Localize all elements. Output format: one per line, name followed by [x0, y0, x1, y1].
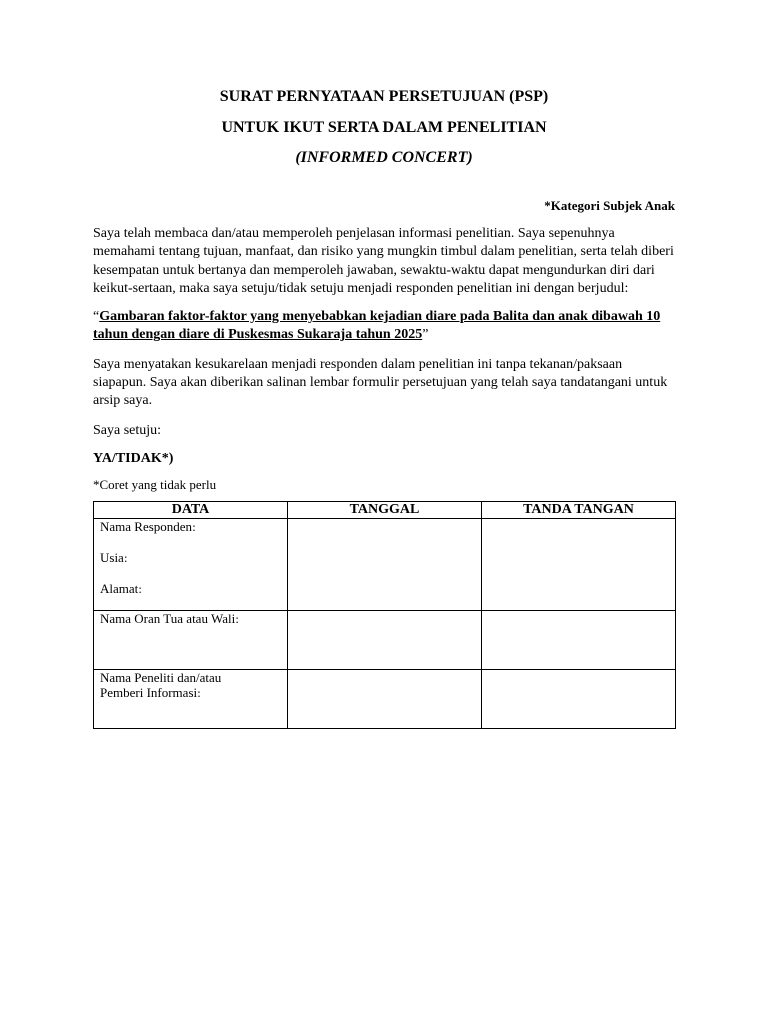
consent-paragraph-1: Saya telah membaca dan/atau memperoleh penjelasan informasi penelitian. Saya sepenuhnya memahami tentang tujuan, manfaat, dan risiko yang mungkin timbul dalam penelitian, serta telah diberi kesempatan untuk bertanya dan memperoleh jawaban, sewaktu-waktu dapat mengundurkan diri dari keikut-sertaan, maka saya setuju/tidak setuju menjadi responden penelitian ini dengan berjudul:	[93, 226, 674, 296]
header-signature: TANDA TANGAN	[482, 501, 676, 518]
table-row-guardian	[94, 610, 676, 669]
strike-note: *Coret yang tidak perlu	[93, 476, 217, 492]
guardian-signature-cell[interactable]	[482, 610, 676, 669]
close-quote: ”	[422, 327, 429, 343]
title-line-1: SURAT PERNYATAAN PERSETUJUAN (PSP)	[219, 88, 549, 105]
header-data: DATA	[94, 501, 288, 518]
researcher-label-line-2: Pemberi Informasi:	[100, 684, 201, 700]
table-header-row	[94, 501, 676, 518]
yes-no-choice: YA/TIDAK*)	[93, 450, 174, 466]
respondent-address-label: Alamat:	[100, 580, 142, 596]
title-line-2: UNTUK IKUT SERTA DALAM PENELITIAN	[221, 119, 547, 136]
researcher-data-cell	[94, 669, 288, 728]
consent-paragraph-2: Saya menyatakan kesukarelaan menjadi responden dalam penelitian ini tanpa tekanan/paksaan siapapun. Saya akan diberikan salinan lembar formulir persetujuan yang telah saya tandatangani untuk arsip saya.	[93, 356, 668, 409]
header-date: TANGGAL	[288, 501, 482, 518]
researcher-date-cell[interactable]	[288, 669, 482, 728]
respondent-data-cell	[94, 518, 288, 610]
subject-category: *Kategori Subjek Anak	[544, 198, 675, 213]
respondent-name-label: Nama Responden:	[100, 518, 196, 534]
title-line-3: (INFORMED CONCERT)	[295, 149, 473, 166]
signature-table	[93, 501, 676, 729]
research-title-text: Gambaran faktor-faktor yang menyebabkan kejadian diare pada Balita dan anak dibawah 10 tahun dengan diare di Puskesmas Sukaraja tahun 2025	[93, 309, 661, 343]
respondent-signature-cell[interactable]	[482, 518, 676, 610]
open-quote: “	[93, 309, 100, 325]
agree-label: Saya setuju:	[93, 422, 162, 438]
respondent-date-cell[interactable]	[288, 518, 482, 610]
table-row-researcher	[94, 669, 676, 728]
table-row-respondent	[94, 518, 676, 610]
guardian-name-label: Nama Oran Tua atau Wali:	[100, 610, 239, 626]
guardian-data-cell	[94, 610, 288, 669]
respondent-age-label: Usia:	[100, 549, 128, 565]
researcher-label-line-1: Nama Peneliti dan/atau	[100, 669, 222, 685]
guardian-date-cell[interactable]	[288, 610, 482, 669]
form-content	[93, 84, 675, 729]
research-title	[93, 308, 675, 345]
researcher-signature-cell[interactable]	[482, 669, 676, 728]
